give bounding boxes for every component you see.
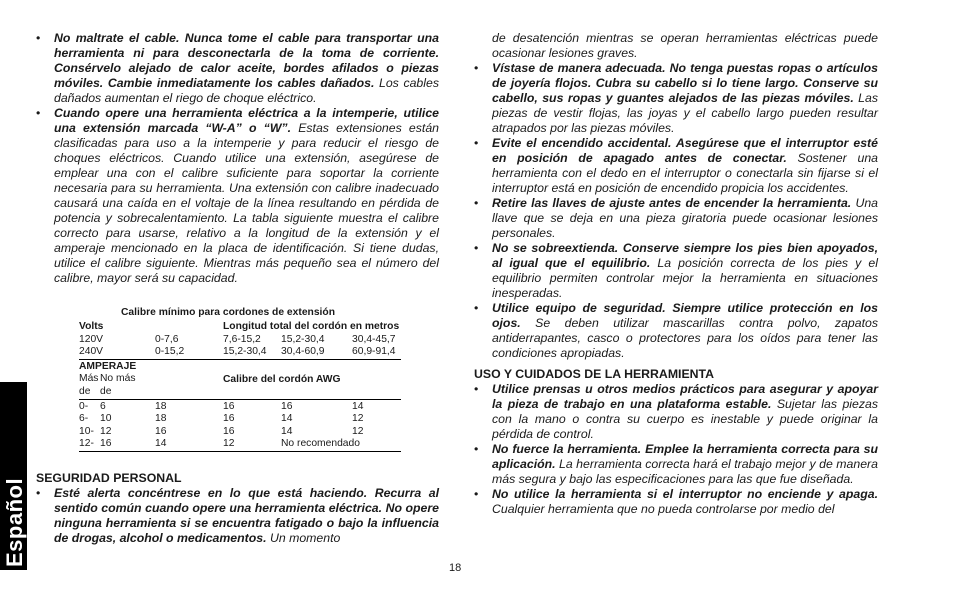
table-cell: 240V (79, 345, 104, 357)
right-column (474, 31, 878, 517)
item-normal-text: Sujetar las piezas con la mano o contra su cuerpo es inestable y puede originar la pérdida de control. (492, 397, 878, 441)
table-cell: 16 (100, 437, 112, 449)
table-cell: 12 (352, 413, 364, 425)
item-normal-text: Cualquier herramienta que no pueda controlarse por medio del (492, 502, 835, 516)
table-cell: No recomendado (281, 437, 360, 449)
item-normal-text: Las piezas de vestir flojas, las joyas y el cabello largo pueden resultar atrapados por las piezas móviles. (492, 91, 878, 135)
item-bold-text: Cuando opere una herramienta eléctrica a la intemperie, utilice una extensión marcada “W-A” o “W”. (54, 106, 439, 135)
list-item (36, 486, 439, 546)
item-normal-text: Estas extensiones están clasificadas para uso a la intemperie y para reducir el riesgo de choques eléctricos. Cuando utilice una extensión, asegúrese de emplear una con el calibre suficiente para soportar la corriente necesaria para su herramienta. Una extensión con calibre inadecuado causará una caída en el voltaje de la línea resultando en pérdida de potencia y sobrecalentamiento. La tabla siguiente muestra el calibre correcto para usarse, relativo a la longitud de la extensión y el amperaje mencionado en la placa de identificación. Si tiene dudas, utilice el calibre siguiente. Mientras más pequeño sea el número del calibre, mayor será su capacidad. (54, 121, 440, 285)
item-bold-text: No maltrate el cable. Nunca tome el cable para transportar una herramienta ni para desconectarla de la toma de corriente. Consérvelo alejado de calor aceite, bordes afilados o piezas móviles. Cambie inmediatamente los cables dañados. (54, 31, 439, 90)
item-normal-text: La posición correcta de los pies y el equilibrio permiten controlar mejor la herramienta en situaciones inesperadas. (492, 256, 878, 300)
language-tab-label: Español (2, 477, 27, 567)
list-item (474, 136, 878, 196)
extension-cord-table (79, 307, 401, 453)
table-cell: 12- (79, 437, 94, 449)
table-title: Calibre mínimo para cordones de extensión (121, 307, 336, 318)
item-bold-text: Utilice prensas u otros medios prácticos para asegurar y apoyar la pieza de trabajo en una plataforma estable. (492, 382, 878, 411)
item-bold-text: Evite el encendido accidental. Asegúrese que el interruptor esté en posición de apagado antes de conectar. (492, 136, 878, 165)
length-header: Longitud total del cordón en metros (223, 321, 400, 333)
nomas-label: No más (100, 373, 136, 385)
item-bold-text: No fuerce la herramienta. Emplee la herramienta correcta para su aplicación. (492, 442, 878, 471)
list-item (36, 31, 439, 106)
list-item (474, 196, 878, 241)
de-label: de (100, 385, 112, 397)
table-cell: 6 (100, 400, 106, 412)
item-bold-text: Esté alerta concéntrese en lo que está haciendo. Recurra al sentido común cuando opere una herramienta eléctrica. No opere ninguna herramienta si se encuentra fatigado o bajo la influencia de drogas, alcohol o medicamentos. (54, 486, 439, 545)
amperaje-header: AMPERAJE (79, 361, 137, 373)
volts-header: Volts (79, 321, 104, 333)
table-cell: 12 (100, 425, 112, 437)
table-cell: 16 (223, 413, 235, 425)
table-cell: 60,9-91,4 (352, 345, 396, 357)
table-divider (79, 359, 401, 360)
left-column (36, 31, 439, 286)
section-heading: SEGURIDAD PERSONAL (36, 471, 182, 485)
table-cell: 14 (281, 413, 293, 425)
table-cell: 15,2-30,4 (281, 333, 325, 345)
table-cell: 16 (281, 400, 293, 412)
list-item (474, 382, 878, 442)
item-normal-text: Un momento (269, 531, 341, 545)
table-cell: 16 (155, 425, 167, 437)
personal-safety-section (36, 471, 439, 546)
table-row (79, 334, 401, 346)
continued-text: de desatención mientras se operan herramientas eléctricas puede ocasionar lesiones graves. (492, 31, 878, 60)
list-item (474, 487, 878, 517)
table-cell: 14 (281, 425, 293, 437)
list-item (36, 106, 439, 286)
mas-label: Más (79, 373, 99, 385)
list-item (474, 241, 878, 301)
item-normal-text: Una llave que se deja en una pieza giratoria puede ocasionar lesiones personales. (492, 196, 878, 240)
item-normal-text: Se deben utilizar mascarillas contra polvo, zapatos antiderrapantes, casco o protectores para los oídos para tener las condiciones apropiadas. (492, 316, 879, 360)
table-cell: 6- (79, 413, 89, 425)
table-cell: 14 (352, 400, 364, 412)
table-cell: 0-7,6 (155, 333, 179, 345)
table-cell: 30,4-45,7 (352, 333, 396, 345)
table-row (79, 346, 401, 358)
item-bold-text: No utilice la herramienta si el interruptor no enciende y apaga. (492, 487, 878, 501)
table-cell: 0- (79, 400, 89, 412)
item-bold-text: Utilice equipo de seguridad. Siempre utilice protección en los ojos. (492, 301, 878, 330)
table-cell: 120V (79, 333, 104, 345)
table-row (79, 413, 401, 425)
page-number: 18 (449, 562, 462, 574)
table-divider (79, 399, 401, 400)
list-item (474, 442, 878, 487)
table-row (79, 401, 401, 413)
table-cell: 18 (155, 400, 167, 412)
de-label: de (79, 385, 91, 397)
item-bold-text: Vístase de manera adecuada. No tenga puestas ropas o artículos de joyería flojos. Cubra su cabello si lo tiene largo. Conserve su cabello, sus ropas y guantes alejados de las piezas móviles. (492, 61, 878, 105)
table-divider (79, 451, 401, 452)
table-cell: 16 (223, 400, 235, 412)
item-normal-text: Los cables dañados aumentan el riego de choque eléctrico. (54, 76, 439, 105)
section-heading: USO Y CUIDADOS DE LA HERRAMIENTA (474, 367, 715, 381)
awg-header: Calibre del cordón AWG (223, 374, 341, 386)
table-cell: 14 (155, 437, 167, 449)
item-normal-text: Sostener una herramienta con el dedo en el interruptor o conectarla sin fijarse si el interruptor está en posición de encendido propicia los accidentes. (492, 151, 878, 195)
table-cell: 18 (155, 413, 167, 425)
item-normal-text: La herramienta correcta hará el trabajo mejor y de manera más segura y bajo las especificaciones para las que fue diseñada. (492, 457, 878, 486)
table-cell: 16 (223, 425, 235, 437)
table-cell: 10- (79, 425, 94, 437)
table-cell: 0-15,2 (155, 345, 185, 357)
list-item (474, 61, 878, 136)
table-cell: 12 (223, 437, 235, 449)
table-row (79, 438, 401, 450)
item-bold-text: No se sobreextienda. Conserve siempre los pies bien apoyados, al igual que el equilibrio. (492, 241, 878, 270)
item-bold-text: Retire las llaves de ajuste antes de encender la herramienta. (492, 196, 852, 210)
table-cell: 30,4-60,9 (281, 345, 325, 357)
table-cell: 12 (352, 425, 364, 437)
table-cell: 15,2-30,4 (223, 345, 267, 357)
table-cell: 7,6-15,2 (223, 333, 261, 345)
list-item (474, 301, 878, 361)
table-row (79, 426, 401, 438)
table-cell: 10 (100, 413, 112, 425)
